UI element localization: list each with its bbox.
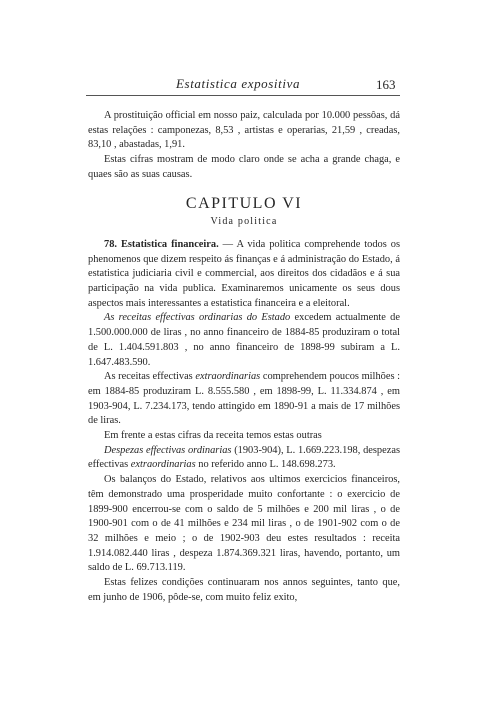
italic-term: extraordinarias — [130, 459, 196, 471]
paragraph-balancos: Os balanços do Estado, relativos aos ultimos exercicios financeiros, têm demonstrado uma prosperidade muito confortante : o exercicio de 1899-900 encerrou-se com o saldo de 5 milhões e 200 mil liras , o de 1900-901 com o de 41 milhões e 234 mil liras , o de 1901-902 com o de 32 milhões e meio ; o de 1902-903 deu estes resultados : receita 1.914.082.440 liras , despeza 1.874.369.321 liras, havendo, portanto, um saldo de L. 69.713.119. — [88, 474, 400, 574]
intro-paragraph: A prostituição official em nosso paiz, calculada por 10.000 pessôas, dá estas relações : camponezas, 8,53 , artistas e operarias, 21,59 , creadas, 83,10 , abastadas, 1,91. — [88, 110, 400, 151]
chapter-title: CAPITULO VI — [185, 194, 303, 212]
paragraph-frente: Em frente a estas cifras da receita temos estas outras — [104, 430, 322, 442]
page-header — [88, 76, 396, 96]
section-heading: 78. Estatistica financeira. — [104, 238, 219, 250]
paragraph-receitas-extraordinarias — [88, 370, 400, 429]
page-number: 163 — [376, 77, 396, 92]
paragraph-text: excedem actualmente de 1.500.000.000 de liras , no anno financeiro de 1884-85 produziram o total de L. 1.404.591.803 , no anno financeiro de 1898-99 subiram a L. 1.647.483.590. — [88, 312, 400, 368]
italic-term: extraordinarias — [195, 371, 261, 383]
section-78-paragraph — [88, 238, 400, 312]
paragraph-final: Estas felizes condições continuaram nos annos seguintes, tanto que, em junho de 1906, pôde-se, com muito feliz exito, — [88, 577, 400, 603]
header-rule — [86, 95, 400, 96]
running-title: Estatistica expositiva — [176, 76, 301, 91]
page-body — [88, 109, 400, 606]
chapter-subtitle: Vida politica — [210, 216, 278, 228]
italic-lead: As receitas effectivas ordinarias do Estado — [104, 312, 291, 324]
paragraph-despezas — [88, 444, 400, 473]
paragraph-text: (1903-904), L. 1.669.223.198, despezas effectivas — [88, 444, 400, 471]
paragraph-text: no referido anno L. 148.698.273. — [195, 459, 336, 471]
italic-lead: Despezas effectivas ordinarias — [104, 444, 232, 456]
paragraph-receitas-ordinarias — [88, 311, 400, 370]
intro-paragraph-2: Estas cifras mostram de modo claro onde se acha a grande chaga, e quaes são as suas causas. — [88, 154, 400, 180]
section-78-text: — A vida politica comprehende todos os phenomenos que dizem respeito ás finanças e á administração do Estado, á estatistica judiciaria civil e commercial, aos direitos dos cidadãos e á sua participação na vida publica. Examinaremos unicamente os seus dous aspectos mais interessantes a estatistica financeira e a eleitoral. — [88, 238, 400, 309]
paragraph-text: As receitas effectivas — [104, 371, 196, 383]
paragraph-text: comprehendem poucos milhões : em 1884-85 produziram L. 8.555.580 , em 1898-99, L. 11.334.874 , em 1903-904, L. 7.234.173, tendo attingido em 1890-91 a mais de 17 milhões de liras. — [88, 371, 400, 427]
